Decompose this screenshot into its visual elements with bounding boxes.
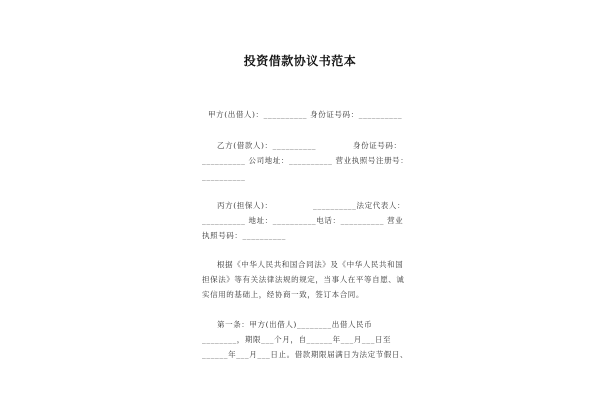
preamble-line-1: 根据《中华人民共和国合同法》及《中华人民共和国 <box>217 260 404 269</box>
article-1-line-2: ________，期限___个月，自______年___月___日至 <box>202 335 392 344</box>
party-b-address-line: __________ 公司地址：__________ 营业执照号注册号： <box>202 156 409 165</box>
party-b-id-label: 身份证号码： <box>353 141 402 150</box>
preamble-line-2: 担保法》等有关法律法规的规定，当事人在平等自愿、诚 <box>202 275 405 284</box>
party-c-representative: __________法定代表人： <box>313 201 406 210</box>
document-title: 投资借款协议书范本 <box>243 54 357 68</box>
party-a-line: 甲方(出借人)：__________ 身份证号码：__________ <box>208 110 403 119</box>
article-1-line-3: ______年___月___日止。借款期限届满日为法定节假日、 <box>202 350 409 359</box>
party-b-license-blank: __________ <box>202 172 246 181</box>
preamble-line-3: 实信用的基础上，经协商一致，签订本合同。 <box>202 290 364 299</box>
party-c-license-line: 执照号码：__________ <box>202 231 286 240</box>
party-b-line: 乙方(借款人)：__________ <box>217 141 317 150</box>
article-1-line-1: 第一条：甲方(出借人)________出借人民币 <box>217 320 373 329</box>
party-c-line: 丙方(担保人)： <box>217 201 273 210</box>
party-c-address-line: __________ 地址：__________电话：__________ 营业 <box>202 216 404 225</box>
